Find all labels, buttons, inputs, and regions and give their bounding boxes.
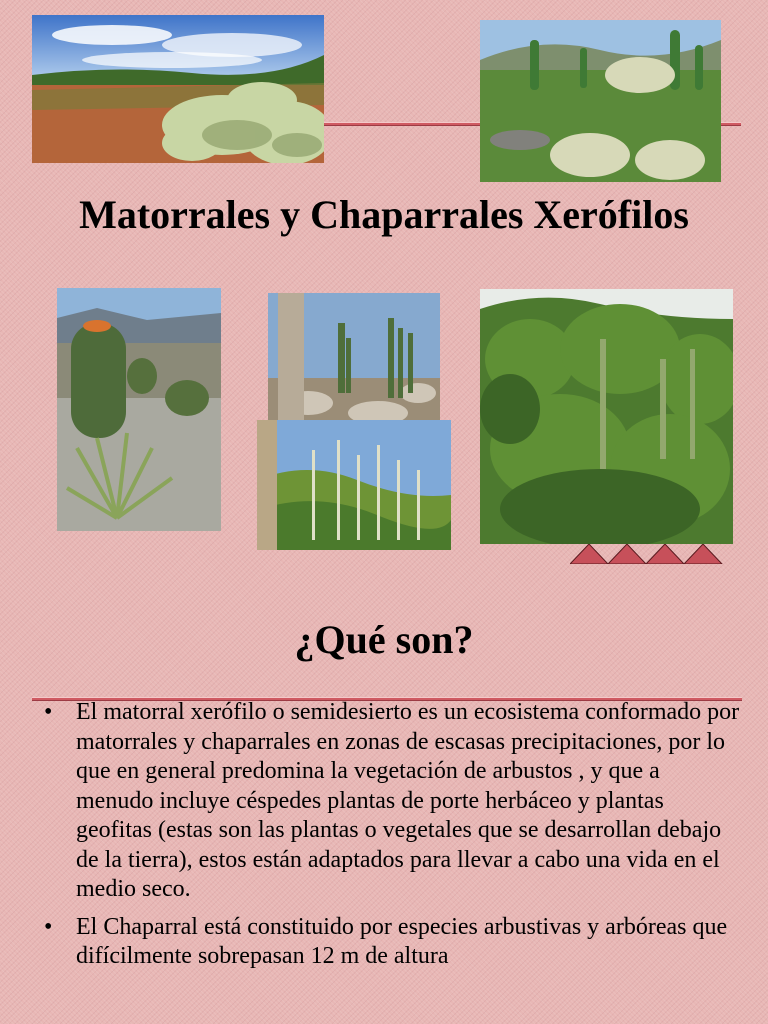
bullet-marker: •	[44, 913, 53, 940]
bullet-marker: •	[44, 699, 53, 725]
photo-columnar-cacti-forest	[257, 420, 451, 550]
top-right-divider-end	[721, 122, 741, 126]
list-item	[40, 913, 740, 972]
bullet-text: El Chaparral está constituido por especies arbustivas y arbóreas que difícilmente sobrepasan 12 m de altura	[76, 913, 728, 969]
photo-saguaro-shrubland	[480, 20, 721, 182]
photo-dense-chaparral	[480, 289, 733, 544]
triangle-ornament	[570, 544, 725, 564]
top-right-divider	[324, 122, 480, 126]
photo-columnar-cacti-rocks	[268, 293, 440, 430]
photo-desert-cholla-field	[32, 15, 324, 163]
page-title: Matorrales y Chaparrales Xerófilos	[79, 192, 689, 237]
bullet-list	[40, 698, 740, 972]
list-item	[40, 698, 740, 905]
section-heading: ¿Qué son?	[294, 617, 474, 662]
bullet-text: El matorral xerófilo o semidesierto es un ecosistema conformado por matorrales y chaparrales en zonas de escasas precipitaciones, por lo que en general predomina la vegetación de arbustos , y que a menudo incluye céspedes plantas de porte herbáceo y plantas geofitas (estas son las plantas o vegetales que se desarrollan debajo de la tierra), estos están adaptados para llevar a cabo una vida en el medio seco.	[76, 699, 740, 902]
photo-barrel-cactus-agave	[57, 288, 221, 531]
